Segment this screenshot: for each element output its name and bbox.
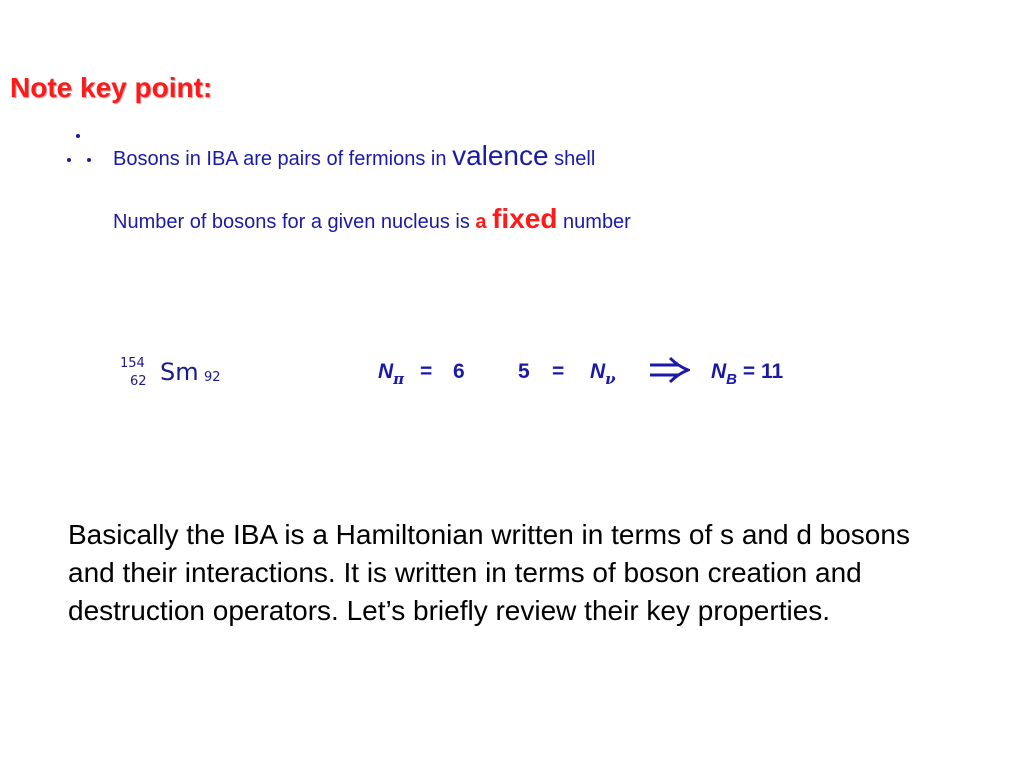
line2-end: number <box>563 211 631 233</box>
nuclide-notation <box>118 356 238 396</box>
n-pi-term <box>378 360 405 388</box>
mass-number: 154 <box>120 356 145 371</box>
n-b-term <box>711 360 784 388</box>
fixed-word: fixed <box>492 203 558 234</box>
n-nu-value: 5 <box>518 360 530 383</box>
nu-subscript: ν <box>605 370 616 388</box>
boson-number-line <box>113 203 631 235</box>
n-pi-value: 6 <box>453 360 465 383</box>
n-b-symbol: N <box>711 360 727 383</box>
b-subscript: B <box>726 371 738 388</box>
therefore-icon <box>64 124 98 174</box>
line1-end: shell <box>554 148 596 170</box>
element-symbol: Sm <box>160 358 199 386</box>
n-nu-equals: = <box>552 360 565 383</box>
n-b-equals: = <box>742 360 756 383</box>
pi-subscript: π <box>393 370 405 388</box>
line2-text: Number of bosons for a given nucleus is <box>113 211 470 233</box>
n-nu-symbol: N <box>590 360 606 383</box>
article-a: a <box>475 211 487 233</box>
n-pi-symbol: N <box>378 360 394 383</box>
neutron-number: 92 <box>204 370 221 385</box>
summary-paragraph: Basically the IBA is a Hamiltonian written in terms of s and d bosons and their interactions. It is written in terms of boson creation and destruction operators. Let’s briefly review their key properties. <box>68 519 910 626</box>
line1-text: Bosons in IBA are pairs of fermions in <box>113 148 447 170</box>
n-pi-equals: = <box>420 360 433 383</box>
slide-title: Note key point: <box>10 72 213 103</box>
n-nu-term <box>590 360 616 388</box>
bosons-valence-line <box>113 140 595 172</box>
implies-arrow-icon <box>648 356 690 384</box>
atomic-number: 62 <box>130 374 147 389</box>
n-b-value: 11 <box>760 360 784 383</box>
valence-word: valence <box>452 140 549 171</box>
